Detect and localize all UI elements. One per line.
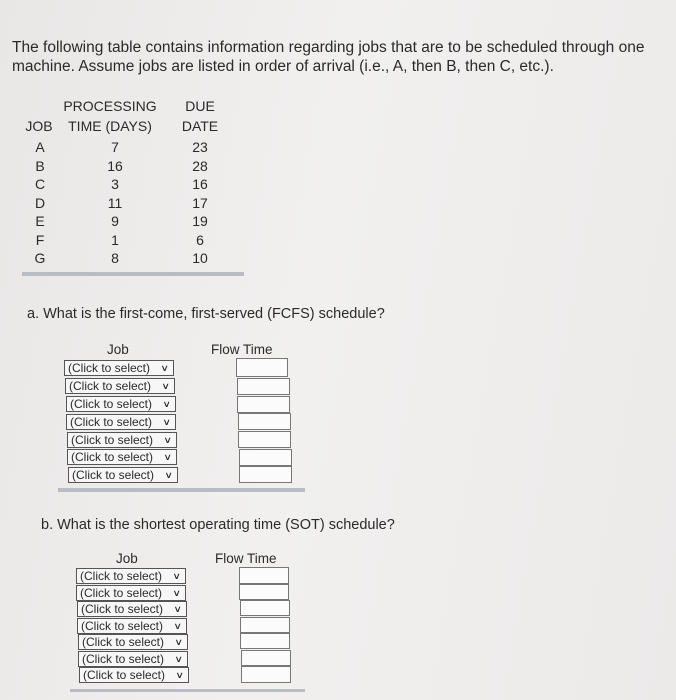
job-select-b-2[interactable] (76, 585, 186, 601)
job-select-a-5[interactable] (67, 432, 177, 448)
flow-time-input-b-6[interactable] (241, 650, 291, 666)
select-text: (Click to select) (71, 433, 154, 447)
job-select-b-5[interactable] (78, 634, 188, 650)
job-select-a-7[interactable] (68, 467, 178, 483)
select-text: (Click to select) (81, 602, 164, 616)
flow-time-input-a-6[interactable] (239, 449, 292, 466)
select-text: (Click to select) (82, 635, 165, 649)
chevron-down-icon: ∨ (163, 435, 173, 445)
flow-time-header-b: Flow Time (215, 551, 277, 566)
job-select-a-2[interactable] (65, 378, 175, 394)
job-select-a-6[interactable] (67, 449, 177, 465)
due-cell: 6 (196, 231, 204, 248)
flow-time-input-b-4[interactable] (240, 617, 290, 633)
select-text: (Click to select) (80, 569, 163, 583)
job-select-b-1[interactable] (76, 568, 186, 584)
job-cell: A (35, 139, 45, 155)
due-header-2: DATE (181, 118, 219, 134)
flow-time-input-b-2[interactable] (239, 584, 289, 600)
select-text: (Click to select) (70, 397, 153, 411)
job-cell: C (34, 176, 46, 192)
select-text: (Click to select) (82, 652, 165, 666)
flow-time-input-b-5[interactable] (240, 633, 290, 649)
chevron-down-icon: ∨ (172, 588, 182, 598)
chevron-down-icon: ∨ (175, 670, 185, 680)
section-b-rule (70, 689, 305, 692)
chevron-down-icon: ∨ (174, 637, 184, 647)
flow-time-header-a: Flow Time (211, 342, 273, 357)
job-select-b-3[interactable] (77, 601, 187, 617)
select-text: (Click to select) (80, 586, 163, 600)
time-cell: 9 (111, 213, 119, 229)
due-cell: 23 (192, 139, 208, 155)
job-select-b-4[interactable] (77, 618, 187, 634)
flow-time-input-a-7[interactable] (239, 466, 292, 483)
time-cell: 8 (111, 250, 119, 266)
select-text: (Click to select) (72, 468, 155, 482)
flow-time-input-a-4[interactable] (238, 413, 291, 430)
processing-header-2: TIME (DAYS) (68, 118, 152, 134)
job-cell: G (34, 250, 46, 266)
job-cell: F (35, 231, 45, 248)
time-cell: 11 (107, 194, 123, 211)
chevron-down-icon: ∨ (174, 654, 184, 664)
due-cell: 10 (192, 250, 208, 266)
job-header: JOB (25, 118, 53, 134)
chevron-down-icon: ∨ (160, 363, 170, 373)
chevron-down-icon: ∨ (164, 470, 174, 480)
due-cell: 17 (192, 194, 208, 211)
table-bottom-rule (22, 272, 244, 276)
chevron-down-icon: ∨ (172, 571, 182, 581)
intro-text: The following table contains information regarding jobs that are to be scheduled through one machine. Assume jobs are listed in order of arrival (i.e., A, then B, then C, etc.). (12, 39, 645, 75)
job-column (30, 138, 50, 268)
job-cell: B (35, 157, 45, 174)
question-b: b. What is the shortest operating time (SOT) schedule? (41, 517, 395, 533)
flow-time-input-b-7[interactable] (241, 666, 291, 683)
flow-time-input-b-1[interactable] (239, 567, 289, 584)
select-text: (Click to select) (71, 450, 154, 464)
due-cell: 19 (192, 213, 208, 229)
flow-time-input-b-3[interactable] (240, 600, 290, 616)
job-select-a-1[interactable] (64, 360, 174, 376)
flow-time-input-a-1[interactable] (236, 358, 288, 377)
job-cell: E (35, 213, 45, 229)
time-cell: 3 (111, 176, 119, 192)
chevron-down-icon: ∨ (173, 604, 183, 614)
time-column (95, 138, 135, 268)
select-text: (Click to select) (83, 668, 166, 682)
chevron-down-icon: ∨ (162, 399, 172, 409)
job-select-b-6[interactable] (78, 651, 188, 667)
section-a-rule (58, 488, 305, 492)
chevron-down-icon: ∨ (163, 452, 173, 462)
job-header-b: Job (116, 551, 138, 566)
chevron-down-icon: ∨ (162, 417, 172, 427)
time-cell: 1 (111, 231, 119, 248)
due-cell: 28 (192, 157, 208, 174)
select-text: (Click to select) (70, 415, 153, 429)
flow-time-input-a-2[interactable] (237, 378, 290, 395)
due-header-1: DUE (185, 98, 215, 114)
time-cell: 16 (107, 157, 123, 174)
flow-time-input-a-5[interactable] (238, 431, 291, 448)
job-header-a: Job (107, 342, 129, 357)
select-text: (Click to select) (68, 361, 151, 375)
flow-time-input-a-3[interactable] (237, 396, 290, 413)
due-cell: 16 (192, 176, 208, 192)
due-column (180, 138, 220, 268)
job-cell: D (34, 194, 46, 211)
chevron-down-icon: ∨ (173, 621, 183, 631)
processing-header-1: PROCESSING (63, 98, 157, 114)
select-text: (Click to select) (69, 379, 152, 393)
chevron-down-icon: ∨ (161, 381, 171, 391)
job-select-a-4[interactable] (66, 414, 176, 430)
job-select-a-3[interactable] (66, 396, 176, 412)
select-text: (Click to select) (81, 619, 164, 633)
question-a: a. What is the first-come, first-served (FCFS) schedule? (27, 306, 385, 322)
job-select-b-7[interactable] (79, 667, 189, 683)
time-cell: 7 (111, 139, 119, 155)
